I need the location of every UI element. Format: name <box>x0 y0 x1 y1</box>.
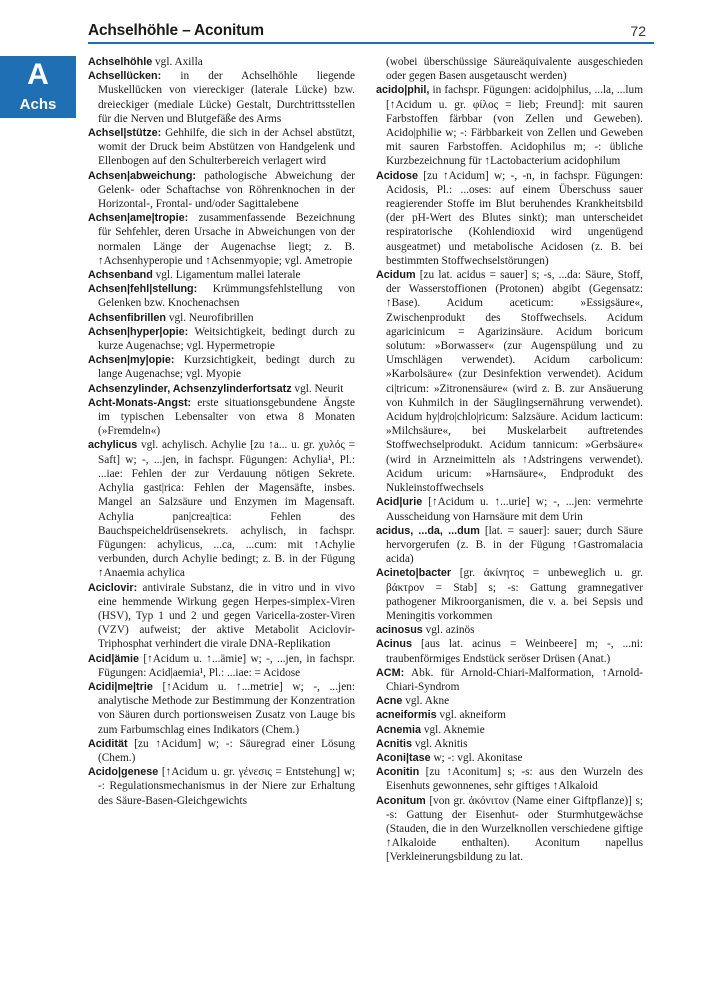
entry-headword: Acne <box>376 695 403 708</box>
entry-headword: Achselhöhle <box>88 56 153 68</box>
entry-definition: [↑Acidum u. ↑...urie] w; -, ...jen: vermehrte Ausscheidung von Harnsäure mit dem Urin <box>386 496 643 523</box>
entry-headword: Acht-Monats-Angst: <box>88 396 192 409</box>
entry-definition: w; -: vgl. Akonitase <box>430 751 523 764</box>
entry-definition: (wobei überschüssige Säureäquivalente ausgeschieden oder gegen Basen ausgetauscht werden) <box>386 56 643 83</box>
dictionary-entry <box>88 211 355 268</box>
dictionary-entry <box>88 69 355 126</box>
dictionary-entry <box>376 794 643 865</box>
entry-definition: in fachspr. Fügungen: acido|philus, ...la, ...lum [↑Acidum u. gr. φίλος = lieb; Freund]: mit sauren Farbstoffen färbbar (von Zellen und Geweben). Acido|philie w; -: Färbbarkeit von Zellen und Geweben mit sauren Farbstoffen. Acidophilus m; -: übliche Kurzbezeichnung für ↑Lactobacterium acidophilum <box>386 84 643 168</box>
entry-headword: acinosus <box>376 624 423 637</box>
entry-headword: acidus, ...da, ...dum <box>376 524 480 537</box>
entry-definition: Abk. für Arnold-Chiari-Malformation, ↑Arnold-Chiari-Syndrom <box>386 666 643 693</box>
entry-headword: Achsellücken: <box>88 70 162 83</box>
entry-headword: Aconitum <box>376 794 426 807</box>
dictionary-entry <box>88 737 355 765</box>
dictionary-entry <box>376 737 643 751</box>
entry-headword: Acnitis <box>376 737 412 750</box>
dictionary-entry <box>88 169 355 212</box>
entry-headword: Achsel|stütze: <box>88 127 162 140</box>
entry-definition: vgl. Ligamentum mallei laterale <box>152 269 301 282</box>
entry-definition: [zu ↑Acidum] w; -: Säuregrad einer Lösung (Chem.) <box>98 737 355 764</box>
dictionary-entry <box>88 581 355 652</box>
dictionary-entry <box>376 55 643 83</box>
thumb-index-letter: A <box>27 58 49 91</box>
dictionary-entry <box>88 282 355 310</box>
running-head: Achselhöhle – Aconitum <box>88 22 264 39</box>
entry-headword: Achsenzylinder, Achsenzylinderfortsatz <box>88 382 292 395</box>
entry-definition: vgl. Akne <box>402 695 450 708</box>
dictionary-entry <box>88 311 355 325</box>
entry-headword: Acid|ämie <box>88 652 140 665</box>
dictionary-entry <box>376 623 643 637</box>
entry-headword: Achsen|abweichung: <box>88 169 197 182</box>
entry-headword: Aconitin <box>376 766 420 779</box>
entry-definition: Gehhilfe, die sich in der Achsel abstützt, womit der Druck beim Abstützen von Handgelenk und Ellenbogen auf den Schulterbereich verlagert wird <box>98 127 355 168</box>
entry-headword: Achsen|hyper|opie: <box>88 325 189 338</box>
entry-headword: acneiformis <box>376 709 437 722</box>
thumb-index-tab <box>0 56 76 118</box>
dictionary-entry <box>376 765 643 793</box>
dictionary-entry <box>88 55 355 69</box>
dictionary-entry <box>376 524 643 567</box>
entry-definition: vgl. Aknitis <box>412 737 468 750</box>
entry-headword: achylicus <box>88 439 138 452</box>
dictionary-entry <box>88 268 355 282</box>
entry-headword: Achsenfibrillen <box>88 311 166 324</box>
dictionary-entry <box>376 495 643 523</box>
dictionary-entry <box>88 765 355 808</box>
dictionary-entry <box>376 83 643 168</box>
dictionary-entry <box>88 396 355 439</box>
dictionary-entry <box>376 723 643 737</box>
entry-headword: Acineto|bacter <box>376 567 452 580</box>
entry-definition: pathologische Abweichung der Gelenk- oder Schaftachse von Röhrenknochen in der Horizontal-, Frontal- und/oder Sagittalebene <box>98 169 355 211</box>
dictionary-entry <box>88 680 355 737</box>
entry-definition: antivirale Substanz, die in vitro und in vivo eine hemmende Wirkung gegen Herpes-simplex-Viren (HSV), Typ 1 und 2 und gegen Varicella-zoster-Viren (VZV) aufweist; der aktive Metabolit Aciclovir-Triphosphat verhindert die virale DNA-Replikation <box>98 581 355 651</box>
dictionary-entry <box>376 666 643 694</box>
entry-definition: vgl. Aknemie <box>421 723 485 736</box>
entry-definition: in der Achselhöhle liegende Muskellücken von viereckiger (laterale Lücke) bzw. dreieckiger (mediale Lücke) Gestalt, Durchtrittsstellen für die Nerven und Blutgefäße des Arms <box>98 70 355 125</box>
page-header <box>88 22 654 46</box>
thumb-index-word: Achs <box>19 96 57 113</box>
entry-headword: acido|phil, <box>376 84 430 97</box>
entry-headword: Acid|urie <box>376 496 423 509</box>
entry-definition: [von gr. ἀκόνιτον (Name einer Giftpflanze)] s; -s: Gattung der Eisenhut- oder Sturmhutgewächse (Stauden, die in den Wurzelknollen verschiedene giftige ↑Alkaloide enthalten). Aconitum napellus [Verkleinerungsbildung zu lat. <box>386 794 643 864</box>
entry-definition: [zu ↑Acidum] w; -, -n, in fachspr. Fügungen: Acidosis, Pl.: ...oses: auf einem Überschuss sauer reagierender Stoffe im Blut beruhendes Krankheitsbild (der pH-Wert des Blutes sinkt); man unterscheidet respiratorische (Kohlendioxid wird ungenügend ausgeatmet) und metabolische Acidosen (z. B. bei bestimmten Stoffwechselstörungen) <box>386 169 643 267</box>
entry-definition: vgl. Neurit <box>291 382 344 395</box>
entry-headword: Acido|genese <box>88 766 159 779</box>
dictionary-entry <box>376 751 643 765</box>
entry-definition: [↑Acidum u. ↑...metrie] w; -, ...jen: analytische Methode zur Bestimmung der Konzentration von Säuren durch portionsweisen Zusatz von Lauge bis zum Farbumschlag eines Indikators (Chem.) <box>98 680 355 736</box>
dictionary-entry <box>88 353 355 381</box>
entry-headword: Acidum <box>376 269 416 282</box>
entry-definition: zusammenfassende Bezeichnung für Sehfehler, deren Ursache in Abweichungen von der normalen Länge der Augenachse liegt; z. B. ↑Achsenhyperopie und ↑Achsenmyopie; vgl. Ametropie <box>98 212 355 267</box>
dictionary-entry <box>376 708 643 722</box>
page-number: 72 <box>630 23 646 39</box>
entry-definition: [zu lat. acidus = sauer] s; -s, ...da: Säure, Stoff, der Wasserstoffionen (Protonen) abgibt (Gegensatz: ↑Base). Acidum aceticum: »Essigsäure«, Zwischenprodukt des Stoffwechsels. Acidum agaricinicum = Agarizinsäure. Acidum boricum solutum: »Borwasser« (zur Augenspülung und zu Umschlägen verwendet). Acidum carbolicum: »Karbolsäure« (zur Desinfektion verwendet). Acidum ci|tricum: »Zitronensäure« (wird z. B. zur Ansäuerung von Kuhmilch in der Säuglingsernährung verwendet). Acidum hy|dro|chlo|ricum: Salzsäure. Acidum lacticum: »Milchsäure«, bei Muskelarbeit auftretendes Stoffwechselprodukt. Acidum tannicum: »Gerbsäure« (wird in Arzneimitteln als ↑Adstringens verwendet). Acidum uricum: »Harnsäure«, Endprodukt des Nukleinstoffwechsels <box>386 269 643 495</box>
entry-headword: Achsen|my|opie: <box>88 354 175 367</box>
entry-definition: [gr. ἀκίνητος = unbeweglich u. gr. βάκτρον = Stab] s; -s: Gattung gramnegativer pathogener Mikroorganismen, die v. a. bei Sepsis und Meningitis vorkommen <box>386 567 643 622</box>
entry-headword: ACM: <box>376 666 405 679</box>
entry-definition: Kurzsichtigkeit, bedingt durch zu lange Augenachse; vgl. Myopie <box>98 354 355 381</box>
entry-definition: [lat. = sauer]: sauer; durch Säure hervorgerufen (z. B. in der Fügung ↑Gastromalacia acida) <box>386 524 643 566</box>
right-column <box>376 55 643 865</box>
entry-definition: Krümmungsfehlstellung von Gelenken bzw. Knochenachsen <box>98 283 355 310</box>
entry-definition: [aus lat. acinus = Weinbeere] m; -, ...ni: traubenförmiges Endstück seröser Drüsen (Anat.) <box>386 638 643 665</box>
entry-definition: Weitsichtigkeit, bedingt durch zu kurze Augenachse; vgl. Hypermetropie <box>98 325 355 353</box>
left-column <box>88 55 355 808</box>
entry-definition: vgl. azinös <box>422 624 475 637</box>
entry-headword: Achsen|fehl|stellung: <box>88 283 198 296</box>
entry-headword: Acidose <box>376 169 419 182</box>
dictionary-entry <box>376 268 643 495</box>
dictionary-entry <box>376 694 643 708</box>
dictionary-entry <box>88 652 355 680</box>
entry-headword: Acidi|me|trie <box>88 680 153 693</box>
entry-headword: Achsen|ame|tropie: <box>88 212 189 225</box>
entry-definition: [↑Acidum u. ↑...ämie] w; -, ...jen, in fachspr. Fügungen: Acid|aemia¹, Pl.: ...iae: = Acidose <box>98 652 355 679</box>
entry-headword: Acinus <box>376 638 412 651</box>
entry-headword: Acnemia <box>376 723 422 736</box>
dictionary-entry <box>88 325 355 353</box>
entry-definition: [zu ↑Aconitum] s; -s: aus den Wurzeln des Eisenhuts gewonnenes, sehr giftiges ↑Alkaloid <box>386 766 643 793</box>
entry-definition: erste situationsgebundene Ängste im typischen Lebensalter von etwa 8 Monaten (»Fremdeln«) <box>98 396 355 438</box>
dictionary-entry <box>88 382 355 396</box>
dictionary-entry <box>376 637 643 665</box>
header-rule <box>88 42 654 44</box>
dictionary-entry <box>88 438 355 580</box>
dictionary-entry <box>376 566 643 623</box>
entry-definition: [↑Acidum u. gr. γένεσις = Entstehung] w; -: Regulationsmechanismus in der Niere zur Erhaltung des Säure-Basen-Gleichgewichts <box>98 766 355 807</box>
entry-headword: Acidität <box>88 737 128 750</box>
dictionary-entry <box>88 126 355 169</box>
entry-definition: vgl. akneiform <box>436 709 506 722</box>
entry-definition: vgl. Axilla <box>152 56 203 68</box>
entry-headword: Achsenband <box>88 269 153 282</box>
entry-headword: Aciclovir: <box>88 581 138 594</box>
entry-definition: vgl. achylisch. Achylie [zu ↑a... u. gr. χυλός = Saft] w; -, ...jen, in fachspr. Fügungen: Achylia¹, Pl.: ...iae: Fehlen der zur Verdauung nötigen Sekrete. Achylia gast|rica: Fehlen der Magensäfte, insbes. Mangel an Salzsäure und Enzymen im Magensaft. Achylia pan|crea|tica: Fehlen des Bauchspeicheldrüsensekrets. achylisch, in fachspr. Fügungen: achylicus, ...ca, ...cum: mit ↑Achylie verbunden, durch Achylie bedingt; z. B. in der Fügung ↑Anaemia achylica <box>98 439 355 580</box>
dictionary-entry <box>376 169 643 268</box>
entry-definition: vgl. Neurofibrillen <box>166 311 254 324</box>
entry-headword: Aconi|tase <box>376 751 431 764</box>
